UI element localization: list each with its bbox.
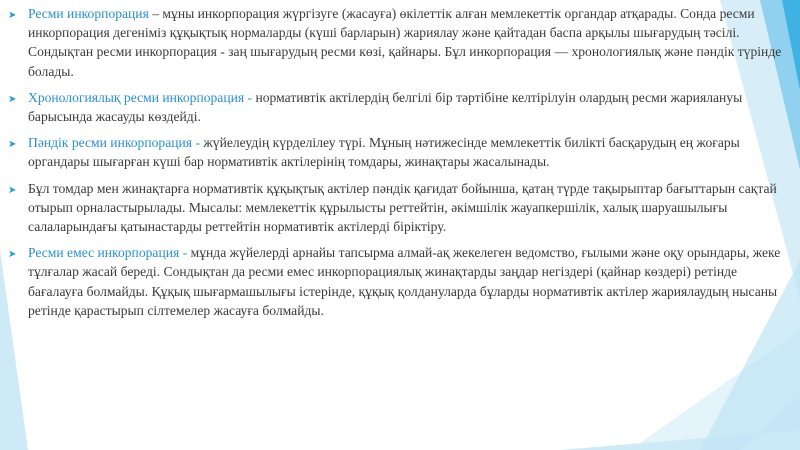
paragraph-volumes-collections bbox=[8, 179, 790, 237]
arrow-bullet-icon: ➤ bbox=[8, 249, 17, 261]
slide-content bbox=[8, 4, 790, 327]
paragraph-unofficial-incorporation bbox=[8, 243, 790, 320]
paragraph-text: Бұл томдар мен жинақтарға нормативтік құқықтық актілер пәндік қағидат бойынша, қатаң түрде тақырыптар бағыттарын сақтай отырып орналастырылады. Мысалы: мемлекеттік құрылысты реттейтін, әкімшілік жауапкершілік, халық шаруашылығы салаларындағы қатынастарды реттейтін нормативтік актілерді біріктіру. bbox=[28, 180, 777, 235]
paragraph-chronological-incorporation bbox=[8, 88, 790, 126]
term-chronological-incorporation: Хронологиялық ресми инкорпорация - bbox=[28, 89, 253, 105]
paragraph-official-incorporation bbox=[8, 4, 790, 81]
paragraph-text: нормативтік актілердің белгілі бір тәртібіне келтірілуін олардың ресми жариялануы барысында жасауды көздейді. bbox=[28, 89, 743, 125]
arrow-bullet-icon: ➤ bbox=[8, 184, 17, 196]
arrow-bullet-icon: ➤ bbox=[8, 10, 17, 21]
term-subject-incorporation: Пәндік ресми инкорпорация - bbox=[28, 135, 200, 151]
paragraph-text: жүйелеудің күрделілеу түрі. Мұның нәтижесінде мемлекеттік билікті басқарудың ең жоғары органдары шығарған күші бар нормативтік актілерінің томдары, жинақтары жасалынады. bbox=[28, 135, 740, 170]
term-unofficial-incorporation: Ресми емес инкорпорация - bbox=[28, 245, 188, 261]
paragraph-text: мұнда жүйелерді арнайы тапсырма алмай-ақ жекелеген ведомство, ғылыми және оқу орындары, жеке тұлғалар жасай береді. Сондықтан да ресми емес инкорпорациялық жинақтарды заңдар негіздері (қайнар көздері) ретінде бағалауға болмайды. Құқық шығармашылығы істерінде, құқық қолдануларда бұларды нормативтік актілер жариялаудың нысаны ретінде қарастырып сілтемелер жасауға болмайды. bbox=[28, 245, 781, 318]
arrow-bullet-icon: ➤ bbox=[8, 93, 17, 105]
paragraph-subject-incorporation bbox=[8, 133, 790, 171]
paragraph-text: – мұны инкорпорация жүргізуге (жасауға) өкілеттік алған мемлекеттік органдар атқарады. Сонда ресми инкорпорация дегеніміз құқықтық нормаларды (күші барларын) жариялау және қайтадан баспа арқылы шығарудың тәсілі. Сондықтан ресми инкорпорация - заң шығарудың ресми көзі, қайнары. Бұл инкорпорация — хронологиялық және пәндік түрінде болады. bbox=[28, 6, 782, 79]
term-official-incorporation: Ресми инкорпорация bbox=[28, 6, 149, 21]
arrow-bullet-icon: ➤ bbox=[8, 139, 17, 151]
